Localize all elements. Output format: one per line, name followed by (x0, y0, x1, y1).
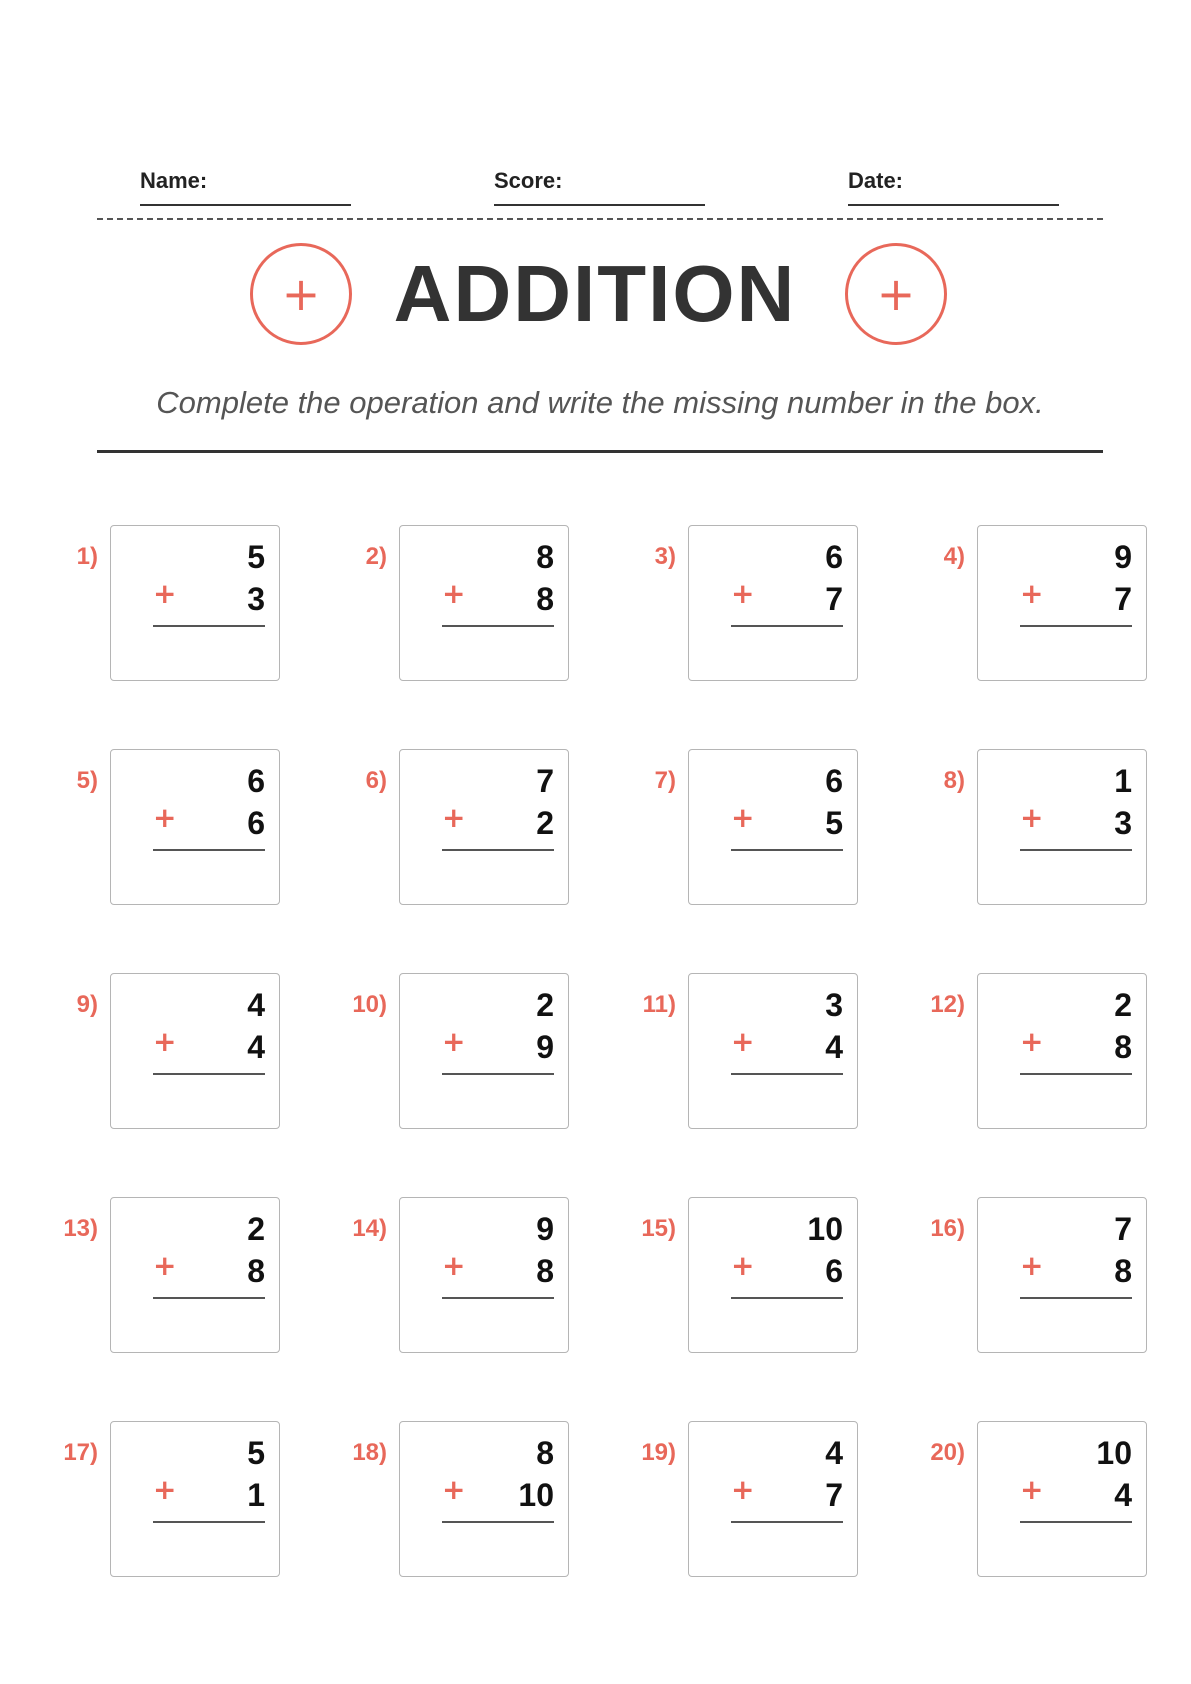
plus-operator: + (731, 1249, 755, 1282)
problem-item (301, 1197, 554, 1357)
name-field[interactable] (140, 168, 351, 206)
solid-divider (97, 450, 1103, 453)
addend-top: 6 (825, 763, 843, 799)
addend-top: 2 (1114, 987, 1132, 1023)
addend-bottom: 4 (247, 1029, 265, 1065)
answer-line (731, 849, 843, 851)
score-field[interactable] (494, 168, 705, 206)
problem-item (301, 749, 554, 909)
problem-item (879, 973, 1132, 1133)
addend-bottom: 8 (1114, 1253, 1132, 1289)
plus-operator: + (442, 801, 466, 834)
problem-number: 9) (76, 991, 98, 1018)
problem-item (879, 749, 1132, 909)
plus-operator: + (1020, 1473, 1044, 1506)
plus-operator: + (442, 1473, 466, 1506)
plus-operator: + (153, 801, 177, 834)
problem-item (12, 973, 265, 1133)
problem-item (301, 973, 554, 1133)
problem-item (879, 1421, 1132, 1581)
problem-number: 11) (642, 991, 676, 1018)
addend-bottom: 6 (247, 805, 265, 841)
addend-top: 8 (536, 1435, 554, 1471)
problem-box[interactable] (977, 1421, 1147, 1577)
problem-item (590, 1197, 843, 1357)
problem-box[interactable] (110, 973, 280, 1129)
problem-number: 19) (641, 1439, 676, 1466)
answer-line (731, 625, 843, 627)
answer-line (442, 1073, 554, 1075)
problem-item (590, 973, 843, 1133)
problem-item (301, 525, 554, 685)
addend-bottom: 5 (825, 805, 843, 841)
addend-top: 7 (536, 763, 554, 799)
addend-top: 3 (825, 987, 843, 1023)
answer-line (153, 849, 265, 851)
plus-operator: + (731, 577, 755, 610)
problem-item (301, 1421, 554, 1581)
plus-operator: + (153, 1025, 177, 1058)
problem-box[interactable] (977, 749, 1147, 905)
plus-icon: + (845, 243, 947, 345)
problem-box[interactable] (977, 525, 1147, 681)
problem-box[interactable] (688, 1421, 858, 1577)
addend-bottom: 8 (536, 1253, 554, 1289)
problem-box[interactable] (399, 525, 569, 681)
plus-operator: + (1020, 1249, 1044, 1282)
plus-operator: + (153, 1473, 177, 1506)
answer-line (1020, 1297, 1132, 1299)
problem-item (12, 749, 265, 909)
problem-item (12, 1197, 265, 1357)
problem-box[interactable] (110, 749, 280, 905)
addend-bottom: 4 (825, 1029, 843, 1065)
problem-number: 20) (930, 1439, 965, 1466)
answer-line (442, 625, 554, 627)
addend-top: 6 (825, 539, 843, 575)
problem-number: 10) (352, 991, 387, 1018)
answer-line (442, 1297, 554, 1299)
addend-bottom: 2 (536, 805, 554, 841)
answer-line (731, 1521, 843, 1523)
problem-number: 16) (930, 1215, 965, 1242)
problem-box[interactable] (977, 1197, 1147, 1353)
answer-line (731, 1073, 843, 1075)
plus-operator: + (731, 1473, 755, 1506)
problem-item (12, 1421, 265, 1581)
problem-item (590, 525, 843, 685)
addend-bottom: 8 (1114, 1029, 1132, 1065)
addend-top: 6 (247, 763, 265, 799)
problem-box[interactable] (399, 973, 569, 1129)
problem-item (590, 1421, 843, 1581)
answer-line (153, 1521, 265, 1523)
problem-box[interactable] (977, 973, 1147, 1129)
addend-top: 4 (825, 1435, 843, 1471)
answer-line (731, 1297, 843, 1299)
problem-box[interactable] (399, 1421, 569, 1577)
name-label: Name: (140, 168, 208, 193)
problem-item (12, 525, 265, 685)
plus-operator: + (153, 1249, 177, 1282)
answer-line (1020, 625, 1132, 627)
problem-number: 14) (352, 1215, 387, 1242)
addend-top: 2 (536, 987, 554, 1023)
score-label: Score: (494, 168, 563, 193)
problem-number: 13) (63, 1215, 98, 1242)
date-label: Date: (848, 168, 904, 193)
addend-bottom: 9 (536, 1029, 554, 1065)
addend-bottom: 3 (247, 581, 265, 617)
answer-line (1020, 1073, 1132, 1075)
addend-top: 7 (1114, 1211, 1132, 1247)
problem-box[interactable] (110, 525, 280, 681)
answer-line (442, 849, 554, 851)
addend-top: 10 (807, 1211, 843, 1247)
page-title: ADDITION (393, 249, 797, 338)
addend-bottom: 4 (1114, 1477, 1132, 1513)
plus-operator: + (442, 1025, 466, 1058)
addend-top: 4 (247, 987, 265, 1023)
instructions-text: Complete the operation and write the missing number in the box. (156, 385, 1044, 420)
answer-line (153, 1073, 265, 1075)
plus-operator: + (442, 1249, 466, 1282)
plus-operator: + (442, 577, 466, 610)
problem-number: 4) (943, 543, 965, 570)
problem-box[interactable] (399, 1197, 569, 1353)
addend-bottom: 7 (1114, 581, 1132, 617)
addend-bottom: 7 (825, 1477, 843, 1513)
problem-number: 18) (352, 1439, 387, 1466)
problem-box[interactable] (688, 973, 858, 1129)
plus-operator: + (731, 801, 755, 834)
problem-box[interactable] (110, 1197, 280, 1353)
date-field[interactable] (848, 168, 1059, 206)
problem-box[interactable] (688, 525, 858, 681)
problem-item (879, 1197, 1132, 1357)
problem-number: 15) (641, 1215, 676, 1242)
problem-box[interactable] (110, 1421, 280, 1577)
problem-item (590, 749, 843, 909)
problem-number: 12) (930, 991, 965, 1018)
addend-bottom: 7 (825, 581, 843, 617)
answer-line (1020, 1521, 1132, 1523)
plus-operator: + (1020, 1025, 1044, 1058)
plus-icon: + (250, 243, 352, 345)
addend-top: 9 (536, 1211, 554, 1247)
answer-line (1020, 849, 1132, 851)
addend-bottom: 10 (518, 1477, 554, 1513)
problem-number: 1) (76, 543, 98, 570)
problem-number: 6) (365, 767, 387, 794)
plus-operator: + (731, 1025, 755, 1058)
addend-top: 1 (1114, 763, 1132, 799)
plus-operator: + (1020, 801, 1044, 834)
problem-box[interactable] (399, 749, 569, 905)
addend-top: 5 (247, 1435, 265, 1471)
problem-number: 3) (654, 543, 676, 570)
problem-number: 17) (63, 1439, 98, 1466)
addend-top: 9 (1114, 539, 1132, 575)
plus-operator: + (1020, 577, 1044, 610)
problem-box[interactable] (688, 749, 858, 905)
addend-bottom: 6 (825, 1253, 843, 1289)
problem-number: 7) (654, 767, 676, 794)
addend-top: 2 (247, 1211, 265, 1247)
problem-number: 2) (365, 543, 387, 570)
plus-operator: + (153, 577, 177, 610)
problem-box[interactable] (688, 1197, 858, 1353)
answer-line (153, 1297, 265, 1299)
addend-top: 10 (1096, 1435, 1132, 1471)
dashed-divider (97, 218, 1103, 220)
addend-top: 5 (247, 539, 265, 575)
answer-line (442, 1521, 554, 1523)
answer-line (153, 625, 265, 627)
addend-bottom: 3 (1114, 805, 1132, 841)
addend-bottom: 8 (247, 1253, 265, 1289)
addend-bottom: 1 (247, 1477, 265, 1513)
problem-item (879, 525, 1132, 685)
problem-number: 8) (943, 767, 965, 794)
problem-number: 5) (76, 767, 98, 794)
addend-bottom: 8 (536, 581, 554, 617)
addend-top: 8 (536, 539, 554, 575)
